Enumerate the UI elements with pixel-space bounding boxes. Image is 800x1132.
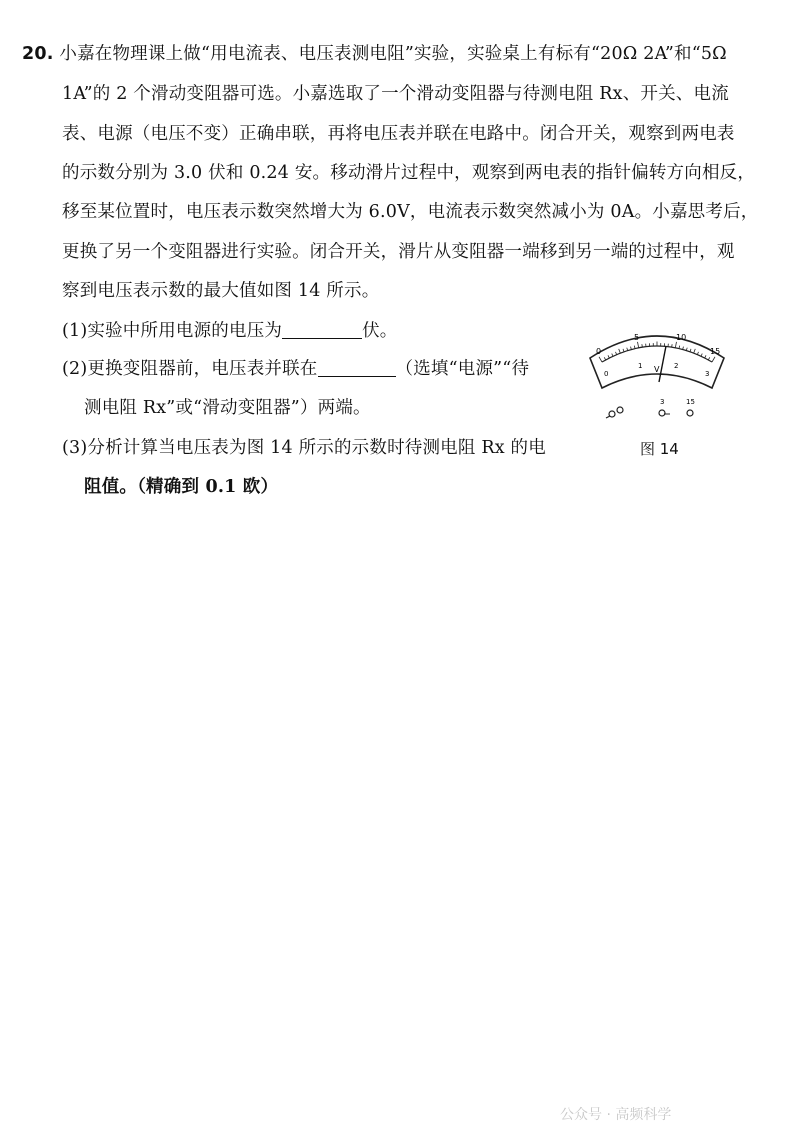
terminal-minus	[606, 407, 623, 418]
answer-blank-2[interactable]	[318, 358, 396, 377]
sub-question-2-line-1	[62, 357, 529, 381]
sub1-unit: 伏。	[362, 321, 398, 341]
sub2-choices: （选填“电源”“待	[395, 359, 530, 379]
scale-tick	[712, 357, 715, 362]
inner-label-2: 2	[674, 362, 679, 370]
sub-question-2-line-2: 测电阻 Rx”或“滑动变阻器”）两端。	[84, 398, 371, 418]
watermark: 公众号 · 高频科学	[560, 1107, 672, 1123]
scale-tick	[599, 357, 602, 362]
meter-needle	[659, 346, 666, 382]
scale-arc	[602, 346, 712, 362]
scale-tick	[708, 357, 709, 360]
inner-label-0: 0	[604, 370, 609, 378]
sub-question-3-line-2: 阻值。（精确到 0.1 欧）	[84, 477, 279, 497]
question-line-6: 更换了另一个变阻器进行实验。闭合开关，滑片从变阻器一端移到另一端的过程中，观	[62, 242, 735, 262]
scale-tick	[627, 348, 628, 351]
question-line-7: 察到电压表示数的最大值如图 14 所示。	[62, 281, 380, 301]
outer-label-5: 5	[634, 333, 640, 342]
sub2-text: (2)更换变阻器前，电压表并联在	[62, 359, 318, 379]
question-number: 20.	[22, 44, 54, 64]
scale-tick	[619, 349, 621, 353]
question-line-5: 移至某位置时，电压表示数突然增大为 6.0V，电流表示数突然减小为 0A。小嘉思考后，	[62, 202, 759, 222]
question-text-1: 小嘉在物理课上做“用电流表、电压表测电阻”实验，实验桌上有标有“20Ω 2A”和“5Ω	[59, 44, 727, 64]
scale-tick	[697, 352, 698, 355]
question-line-1	[22, 42, 727, 66]
sub-question-3-line-1: (3)分析计算当电压表为图 14 所示的示数时待测电阻 Rx 的电	[62, 438, 546, 458]
unit-label: V	[654, 365, 660, 374]
scale-tick	[686, 348, 687, 351]
sub-question-1	[62, 319, 398, 343]
scale-tick	[638, 342, 639, 348]
scale-tick	[615, 352, 616, 355]
scale-tick	[701, 354, 702, 357]
outer-label-0: 0	[596, 347, 602, 356]
answer-blank-1[interactable]	[282, 320, 362, 339]
terminal-3-label: 3	[660, 398, 665, 406]
question-line-3: 表、电源（电压不变）正确串联，再将电压表并联在电路中。闭合开关，观察到两电表	[62, 124, 735, 144]
outer-label-15: 15	[710, 347, 721, 356]
terminal-15-label: 15	[686, 398, 695, 406]
voltmeter-figure	[582, 316, 732, 426]
figure-caption: 图 14	[640, 440, 679, 458]
scale-tick	[623, 349, 624, 352]
scale-tick	[675, 342, 676, 348]
sub1-text: (1)实验中所用电源的电压为	[62, 321, 283, 341]
scale-tick	[604, 357, 605, 360]
outer-label-10: 10	[676, 333, 687, 342]
terminal-3	[659, 410, 665, 416]
scale-tick	[612, 354, 613, 357]
inner-label-1: 1	[638, 362, 643, 370]
question-line-4: 的示数分别为 3.0 伏和 0.24 安。移动滑片过程中，观察到两电表的指针偏转方向相反，	[62, 163, 756, 183]
terminal-15	[687, 410, 693, 416]
inner-label-3: 3	[705, 370, 710, 378]
scale-tick	[694, 349, 696, 353]
scale-tick	[705, 355, 706, 358]
scale-tick	[690, 349, 691, 352]
scale-tick	[608, 355, 609, 358]
question-line-2: 1A”的 2 个滑动变阻器可选。小嘉选取了一个滑动变阻器与待测电阻 Rx、开关、电流	[62, 84, 729, 104]
